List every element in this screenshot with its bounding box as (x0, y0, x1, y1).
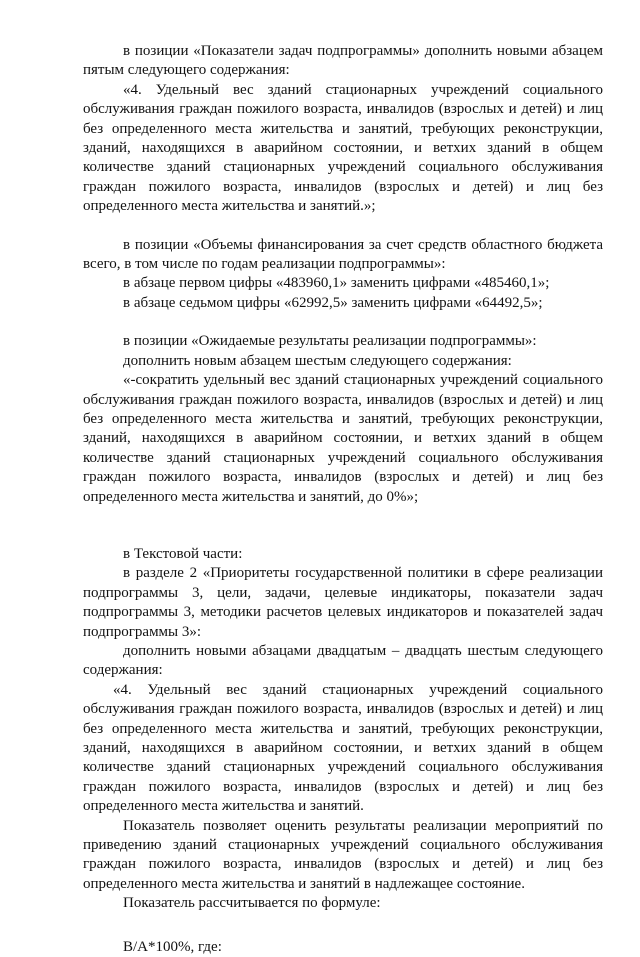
expected-results-text: «-сократить удельный вес зданий стационарных учреждений социального обслуживания граждан пожилого возраста, инвалидов (взрослых и детей) и лиц без определенного места жительства и занятий, требующих реконструкции, зданий, находящихся в аварийном состоянии, и ветхих зданий в общем количестве зданий стационарных учреждений социального обслуживания граждан пожилого возраста, инвалидов (взрослых и детей) и лиц без определенного места жительства и занятий, до 0%»; (83, 372, 603, 505)
formula-intro: Показатель рассчитывается по формуле: (123, 895, 381, 912)
financing-first-paragraph: в абзаце первом цифры «483960,1» заменить цифрами «485460,1»; (123, 275, 550, 292)
section-2-reference: в разделе 2 «Приоритеты государственной политики в сфере реализации подпрограммы 3, цели, задачи, целевые индикаторы, показатели задач подпрограммы 3, методики расчетов целевых индикаторов и показателей задач подпрограммы 3»: (83, 565, 603, 640)
paragraph-spacer (83, 217, 603, 236)
paragraph-spacer (83, 507, 603, 545)
paragraph-spacer (83, 313, 603, 332)
text-part-heading: в Текстовой части: (123, 545, 243, 562)
indicator-4-text: «4. Удельный вес зданий стационарных учреждений социального обслуживания граждан пожилого возраста, инвалидов (взрослых и детей) и лиц без определенного места жительства и занятий, требующих реконструкции, зданий, находящихся в аварийном состоянии, и ветхих зданий в общем количестве зданий стационарных учреждений социального обслуживания граждан пожилого возраста, инвалидов (взрослых и детей) и лиц без определенного места жительства и занятий.»; (83, 81, 603, 215)
amendment-indicators-position: в позиции «Показатели задач подпрограммы» дополнить новыми абзацем пятым следующего содержания: (83, 43, 603, 79)
expected-results-instruction: дополнить новым абзацем шестым следующего содержания: (123, 352, 512, 369)
indicator-purpose: Показатель позволяет оценить результаты реализации мероприятий по приведению зданий стационарных учреждений социального обслуживания граждан пожилого возраста, инвалидов (взрослых и детей) и лиц без определенного места жительства и занятий в надлежащее состояние. (83, 817, 603, 892)
financing-seventh-paragraph: в абзаце седьмом цифры «62992,5» заменить цифрами «64492,5»; (123, 294, 543, 311)
formula: В/А*100%, где: (123, 938, 222, 955)
new-paragraphs-instruction: дополнить новыми абзацами двадцатым – двадцать шестым следующего содержания: (83, 642, 603, 679)
paragraph-spacer (83, 914, 603, 938)
indicator-4-definition: «4. Удельный вес зданий стационарных учреждений социального обслуживания граждан пожилого возраста, инвалидов (взрослых и детей) и лиц без определенного места жительства и занятий, требующих реконструкции, зданий, находящихся в аварийном состоянии, и ветхих зданий в общем количестве зданий стационарных учреждений социального обслуживания граждан пожилого возраста, инвалидов (взрослых и детей) и лиц без определенного места жительства и занятий. (83, 681, 603, 815)
amendment-financing-position: в позиции «Объемы финансирования за счет средств областного бюджета всего, в том числе по годам реализации подпрограммы»: (83, 236, 603, 273)
amendment-expected-results-position: в позиции «Ожидаемые результаты реализации подпрограммы»: (123, 333, 537, 350)
document-body (83, 42, 603, 957)
